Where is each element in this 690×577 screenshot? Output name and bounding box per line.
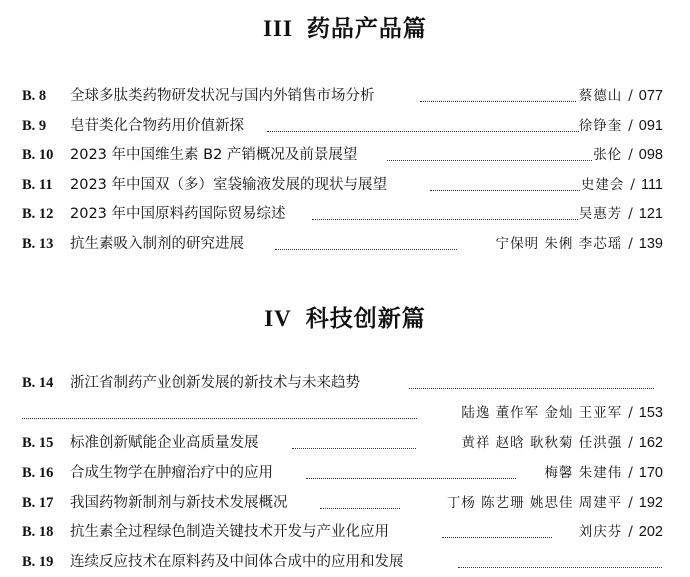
toc-entry-b14[interactable] — [22, 372, 663, 394]
entry-meta — [579, 521, 663, 543]
entry-page[interactable]: 153 — [638, 405, 663, 421]
entry-page[interactable]: 139 — [638, 236, 663, 252]
entry-title[interactable]: 连续反应技术在原料药及中间体合成中的应用和发展 — [70, 554, 404, 570]
entry-title[interactable]: 我国药物新制剂与新技术发展概况 — [70, 495, 288, 511]
entry-authors: 梅馨 朱建伟 — [544, 465, 623, 481]
toc-entry-b9[interactable] — [22, 115, 663, 137]
separator: / — [628, 465, 633, 481]
entry-meta — [461, 402, 663, 424]
dot-leader — [420, 79, 576, 102]
entry-code: B. 19 — [22, 554, 54, 570]
entry-meta — [581, 174, 663, 196]
dot-leader — [22, 396, 417, 419]
entry-authors: 蔡德山 — [578, 88, 623, 104]
separator: / — [628, 206, 633, 222]
entry-title[interactable]: 2023 年中国原料药国际贸易综述 — [70, 206, 286, 222]
dot-leader — [430, 168, 580, 191]
entry-code: B. 17 — [22, 495, 54, 511]
entry-authors: 丁杨 陈艺珊 姚思佳 周建平 — [446, 495, 623, 511]
toc-entry-b10[interactable] — [22, 144, 663, 166]
entry-code: B. 9 — [22, 118, 47, 134]
separator: / — [628, 524, 633, 540]
entry-meta — [496, 233, 663, 255]
entry-code: B. 18 — [22, 524, 54, 540]
entry-title[interactable]: 抗生素吸入制剂的研究进展 — [70, 236, 244, 252]
entry-title[interactable]: 2023 年中国维生素 B2 产销概况及前景展望 — [70, 147, 358, 163]
separator: / — [628, 147, 633, 163]
entry-title[interactable]: 浙江省制药产业创新发展的新技术与未来趋势 — [70, 375, 360, 391]
entry-title[interactable]: 2023 年中国双（多）室袋输液发展的现状与展望 — [70, 177, 388, 193]
entry-page[interactable]: 077 — [638, 88, 663, 104]
toc-entry-b14-continuation[interactable] — [22, 402, 663, 424]
entry-page[interactable]: 192 — [638, 495, 663, 511]
entry-meta — [593, 144, 663, 166]
dot-leader — [442, 515, 552, 538]
entry-code: B. 16 — [22, 465, 54, 481]
entry-authors: 陆逸 董作军 金灿 王亚军 — [461, 405, 623, 421]
dot-leader — [409, 366, 654, 389]
entry-code: B. 11 — [22, 177, 53, 193]
entry-page[interactable]: 111 — [640, 177, 663, 193]
separator: / — [628, 435, 633, 451]
entry-authors: 刘庆芬 — [578, 524, 623, 540]
entry-authors: 张伦 — [593, 147, 623, 163]
toc-entry-b8[interactable] — [22, 85, 663, 107]
separator: / — [628, 405, 633, 421]
entry-authors: 宁保明 朱俐 李芯瑶 — [495, 236, 623, 252]
toc-entry-b13[interactable] — [22, 233, 663, 255]
entry-code: B. 15 — [22, 435, 54, 451]
entry-code: B. 10 — [22, 147, 54, 163]
entry-page[interactable]: 121 — [638, 206, 663, 222]
entry-page[interactable]: 098 — [638, 147, 663, 163]
toc-entry-b11[interactable] — [22, 174, 663, 196]
entry-code: B. 8 — [22, 88, 47, 104]
entry-meta — [579, 203, 663, 225]
dot-leader — [267, 109, 579, 132]
entry-meta — [544, 462, 663, 484]
separator: / — [628, 88, 633, 104]
entry-code: B. 14 — [22, 375, 54, 391]
toc-entry-b17[interactable] — [22, 492, 663, 514]
entry-code: B. 13 — [22, 236, 54, 252]
entry-title[interactable]: 合成生物学在肿瘤治疗中的应用 — [70, 465, 273, 481]
dot-leader — [306, 456, 516, 479]
entry-code: B. 12 — [22, 206, 54, 222]
section-heading-iv — [0, 300, 690, 333]
entry-meta — [461, 432, 663, 454]
entry-title[interactable]: 抗生素全过程绿色制造关键技术开发与产业化应用 — [70, 524, 389, 540]
dot-leader — [458, 545, 662, 568]
entry-page[interactable]: 162 — [638, 435, 663, 451]
separator: / — [628, 118, 633, 134]
dot-leader — [292, 426, 416, 449]
toc-entry-b15[interactable] — [22, 432, 663, 454]
entry-title[interactable]: 皂苷类化合物药用价值新探 — [70, 118, 244, 134]
entry-title[interactable]: 全球多肽类药物研发状况与国内外销售市场分析 — [70, 88, 375, 104]
section-title: 科技创新篇 — [305, 306, 426, 332]
entry-meta — [447, 492, 663, 514]
entry-authors: 徐铮奎 — [578, 118, 623, 134]
entry-authors: 史建会 — [580, 177, 625, 193]
entry-page[interactable]: 170 — [638, 465, 663, 481]
dot-leader — [275, 227, 457, 250]
section-title: 药品产品篇 — [306, 16, 427, 42]
entry-meta — [579, 115, 663, 137]
separator: / — [628, 236, 633, 252]
entry-page[interactable]: 202 — [638, 524, 663, 540]
separator: / — [628, 495, 633, 511]
dot-leader — [312, 197, 578, 220]
entry-meta — [579, 85, 663, 107]
dot-leader — [320, 486, 400, 509]
entry-title[interactable]: 标准创新赋能企业高质量发展 — [70, 435, 259, 451]
toc-entry-b18[interactable] — [22, 521, 663, 543]
section-number: IV — [264, 306, 292, 331]
dot-leader — [387, 138, 592, 161]
entry-authors: 黄祥 赵晗 耿秋菊 任洪强 — [461, 435, 623, 451]
entry-page[interactable]: 091 — [638, 118, 663, 134]
toc-entry-b12[interactable] — [22, 203, 663, 225]
toc-entry-b16[interactable] — [22, 462, 663, 484]
entry-authors: 吴惠芳 — [578, 206, 623, 222]
section-number: III — [263, 16, 293, 41]
toc-entry-b19[interactable] — [22, 551, 663, 573]
separator: / — [630, 177, 635, 193]
section-heading-iii — [0, 10, 690, 43]
